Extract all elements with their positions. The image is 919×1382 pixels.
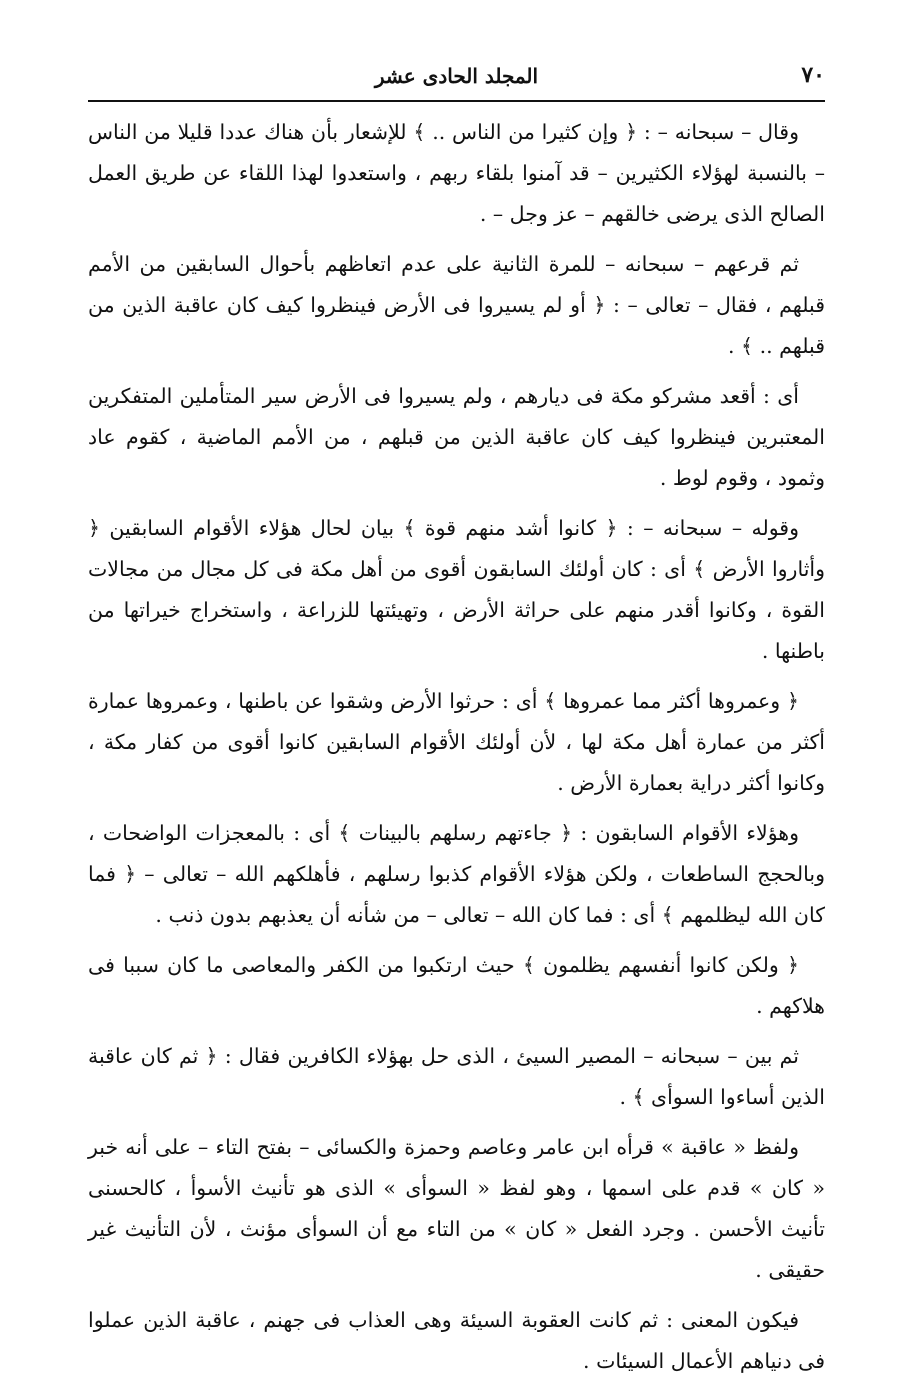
- running-head: [88, 62, 825, 92]
- paragraph: ولفظ « عاقبة » قرأه ابن عامر وعاصم وحمزة والكسائى – بفتح التاء – على أنه خبر « كان » قدم على اسمها ، وهو لفظ « السوأى » الذى هو تأنيث الأسوأ ، كالحسنى تأنيث الأحسن . وجرد الفعل « كان » من التاء مع أن السوأى مؤنث ، لأن التأنيث غير حقيقى .: [88, 1135, 825, 1282]
- header-divider: [88, 100, 825, 102]
- paragraph: ثم قرعهم – سبحانه – للمرة الثانية على عدم اتعاظهم بأحوال السابقين من الأمم قبلهم ، فقال – تعالى – : ﴿ أو لم يسيروا فى الأرض فينظروا كيف كان عاقبة الذين من قبلهم .. ﴾ .: [88, 252, 825, 358]
- paragraph: وقوله – سبحانه – : ﴿ كانوا أشد منهم قوة ﴾ بيان لحال هؤلاء الأقوام السابقين ﴿ وأثاروا الأرض ﴾ أى : كان أولئك السابقون أقوى من أهل مكة فى كل مجال من مجالات القوة ، وكانوا أقدر منهم على حراثة الأرض ، وتهيئتها للزراعة ، واستخراج خيراتها من باطنها .: [88, 516, 825, 663]
- paragraph: وهؤلاء الأقوام السابقون : ﴿ جاءتهم رسلهم بالبينات ﴾ أى : بالمعجزات الواضحات ، وبالحجج الساطعات ، ولكن هؤلاء الأقوام كذبوا رسلهم ، فأهلكهم الله – تعالى – ﴿ فما كان الله ليظلمهم ﴾ أى : فما كان الله – تعالى – من شأنه أن يعذبهم بدون ذنب .: [88, 821, 825, 927]
- page-number: ٧٠: [801, 62, 825, 88]
- page-body: [88, 112, 825, 1382]
- paragraph: ﴿ وعمروها أكثر مما عمروها ﴾ أى : حرثوا الأرض وشقوا عن باطنها ، وعمروها عمارة أكثر من عمارة أهل مكة لها ، لأن أولئك الأقوام السابقين كانوا أقوى من كفار مكة ، وكانوا أكثر دراية بعمارة الأرض .: [88, 689, 825, 795]
- paragraph: أى : أقعد مشركو مكة فى ديارهم ، ولم يسيروا فى الأرض سير المتأملين المتفكرين المعتبرين فينظروا كيف كان عاقبة الذين من قبلهم ، من الأمم الماضية ، كقوم عاد وثمود ، وقوم لوط .: [88, 384, 825, 490]
- paragraph: وقال – سبحانه – : ﴿ وإن كثيرا من الناس .. ﴾ للإشعار بأن هناك عددا قليلا من الناس – بالنسبة لهؤلاء الكثيرين – قد آمنوا بلقاء ربهم ، واستعدوا لهذا اللقاء عن طريق العمل الصالح الذى يرضى خالقهم – عز وجل – .: [88, 120, 825, 226]
- volume-title: المجلد الحادى عشر: [374, 64, 539, 88]
- paragraph: ﴿ ولكن كانوا أنفسهم يظلمون ﴾ حيث ارتكبوا من الكفر والمعاصى ما كان سببا فى هلاكهم .: [88, 953, 825, 1018]
- paragraph: ثم بين – سبحانه – المصير السيئ ، الذى حل بهؤلاء الكافرين فقال : ﴿ ثم كان عاقبة الذين أساءوا السوأى ﴾ .: [88, 1044, 825, 1109]
- paragraph: فيكون المعنى : ثم كانت العقوبة السيئة وهى العذاب فى جهنم ، عاقبة الذين عملوا فى دنياهم الأعمال السيئات .: [88, 1308, 825, 1373]
